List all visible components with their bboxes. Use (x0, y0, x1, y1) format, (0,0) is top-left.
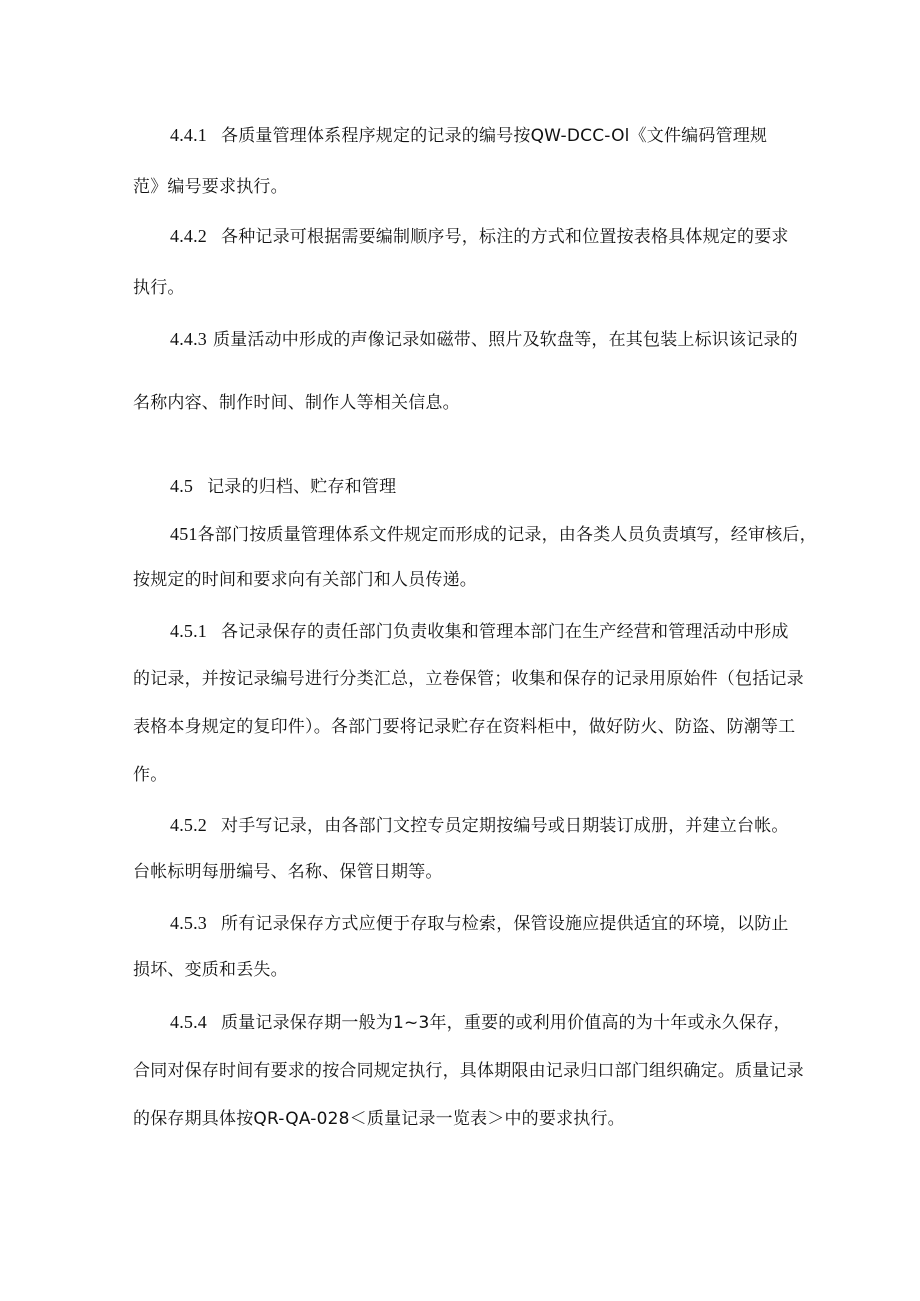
section-title: 记录的归档、贮存和管理 (207, 477, 397, 497)
paragraph-text: 各部门按质量管理体系文件规定而形成的记录，由各类人员负责填写，经审核后， (197, 525, 817, 545)
paragraph-4-4-1-line-2: 范》编号要求执行。 (133, 177, 288, 197)
paragraph-4-5-3-line-1 (170, 911, 830, 936)
section-number: 4.4.1 (170, 125, 207, 145)
paragraph-text: 各质量管理体系程序规定的记录的编号按QW-DCC-Ol《文件编码管理规 (221, 126, 768, 146)
paragraph-4-5-1-line-3: 表格本身规定的复印件）。各部门要将记录贮存在资料柜中，做好防火、防盗、防潮等工 (133, 717, 796, 737)
section-number: 451 (170, 524, 198, 544)
paragraph-4-5-1-line-4: 作。 (133, 765, 168, 785)
paragraph-text: 各记录保存的责任部门负责收集和管理本部门在生产经营和管理活动中形成 (221, 622, 789, 642)
paragraph-4-4-1-line-1 (170, 123, 830, 148)
paragraph-text: 各种记录可根据需要编制顺序号，标注的方式和位置按表格具体规定的要求 (221, 227, 789, 247)
paragraph-text: 对手写记录，由各部门文控专员定期按编号或日期装订成册，并建立台帐。 (221, 816, 789, 836)
section-number: 4.5 (170, 476, 194, 496)
paragraph-4-5-2-line-2: 台帐标明每册编号、名称、保管日期等。 (133, 862, 443, 882)
paragraph-4-4-3-line-2: 名称内容、制作时间、制作人等相关信息。 (133, 393, 460, 413)
section-number: 4.5.2 (170, 815, 207, 835)
paragraph-4-5-4-line-1 (170, 1010, 830, 1035)
paragraph-4-5-1-line-2: 的记录，并按记录编号进行分类汇总，立卷保管；收集和保存的记录用原始件（包括记录 (133, 669, 804, 689)
paragraph-4-5-1-line-1 (170, 619, 830, 644)
section-number: 4.4.3 (170, 329, 207, 349)
paragraph-4-5-2-line-1 (170, 813, 830, 838)
paragraph-4-4-2-line-1 (170, 224, 830, 249)
paragraph-451-line-1 (170, 522, 830, 547)
section-number: 4.5.3 (170, 913, 207, 933)
paragraph-4-4-3-line-1 (170, 327, 830, 352)
section-number: 4.5.4 (170, 1012, 207, 1032)
section-heading-4-5 (170, 474, 830, 499)
section-number: 4.5.1 (170, 621, 207, 641)
paragraph-4-5-4-line-3: 的保存期具体按QR-QA-028＜质量记录一览表＞中的要求执行。 (133, 1109, 625, 1129)
paragraph-text: 质量记录保存期一般为1~3年，重要的或利用价值高的为十年或永久保存， (221, 1013, 791, 1033)
paragraph-4-4-2-line-2: 执行。 (133, 278, 185, 298)
paragraph-text: 所有记录保存方式应便于存取与检索，保管设施应提供适宜的环境，以防止 (221, 914, 789, 934)
paragraph-451-line-2: 按规定的时间和要求向有关部门和人员传递。 (133, 570, 477, 590)
paragraph-4-5-4-line-2: 合同对保存时间有要求的按合同规定执行，具体期限由记录归口部门组织确定。质量记录 (133, 1061, 804, 1081)
paragraph-text: 质量活动中形成的声像记录如磁带、照片及软盘等，在其包装上标识该记录的 (213, 330, 798, 350)
paragraph-4-5-3-line-2: 损坏、变质和丢失。 (133, 960, 288, 980)
section-number: 4.4.2 (170, 226, 207, 246)
